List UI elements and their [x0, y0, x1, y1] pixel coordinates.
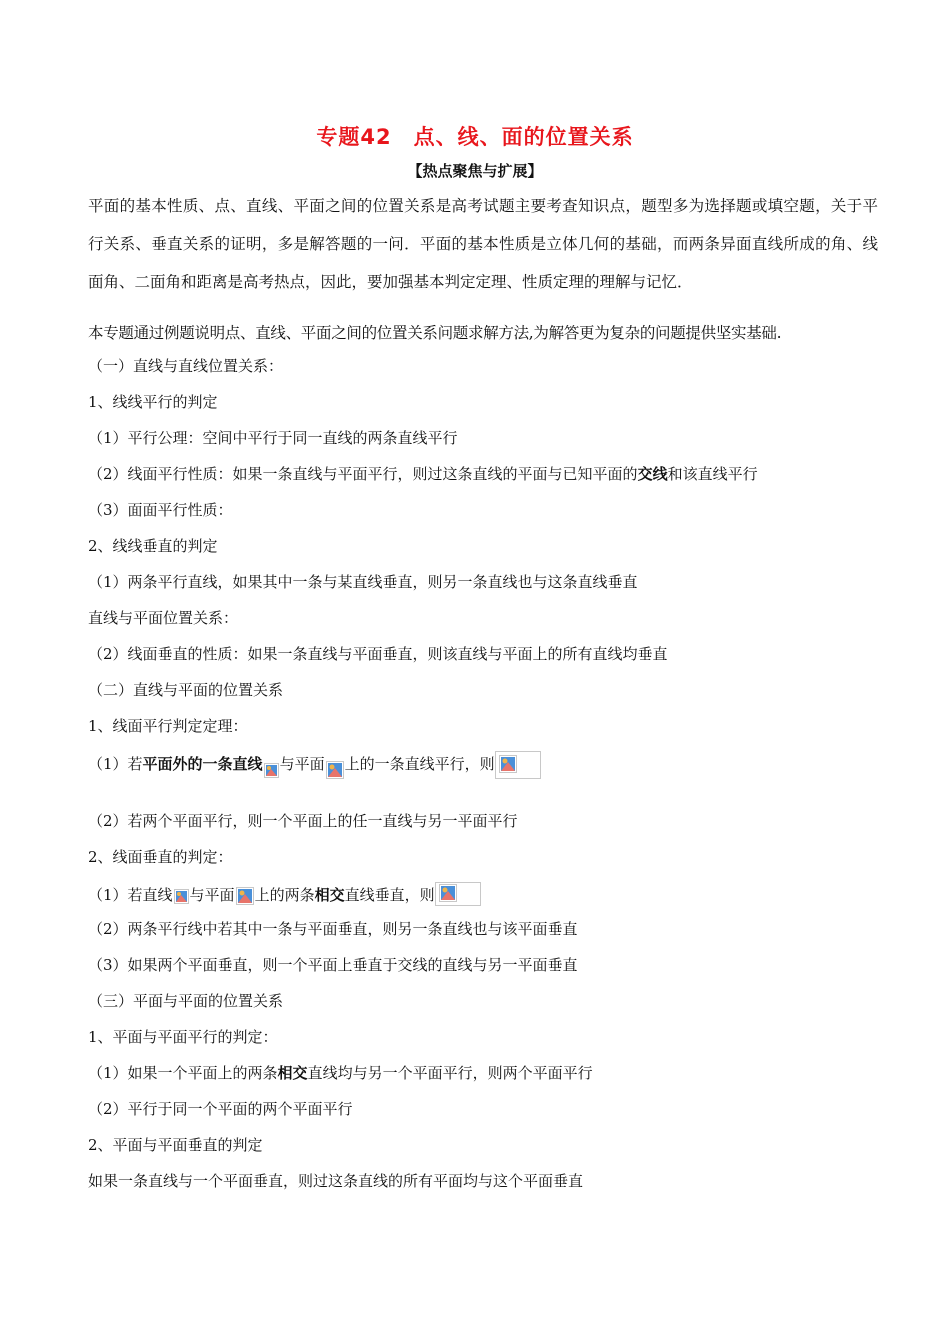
list-item: （2）线面垂直的性质：如果一条直线与平面垂直，则该直线与平面上的所有直线均垂直	[88, 645, 668, 663]
image-placeholder-box	[495, 751, 541, 779]
bold-term: 相交	[314, 886, 345, 904]
text-segment: 上的两条	[254, 886, 315, 904]
broken-image-icon	[439, 884, 457, 902]
section-heading: （三）平面与平面的位置关系	[88, 992, 284, 1010]
text-segment: 上的一条直线平行，则	[344, 755, 495, 773]
note-line: 直线与平面位置关系：	[88, 609, 239, 627]
list-item	[88, 1062, 593, 1084]
list-item	[88, 463, 758, 485]
text-segment: 直线均与另一个平面平行，则两个平面平行	[307, 1064, 593, 1082]
subsection-heading: 1、平面与平面平行的判定：	[88, 1028, 278, 1046]
section-heading: （一）直线与直线位置关系：	[88, 357, 284, 375]
bold-term: 交线	[637, 465, 668, 483]
text-segment: （1）若	[88, 755, 143, 773]
text-segment: （1）如果一个平面上的两条	[88, 1064, 278, 1082]
intro-paragraph-2: 本专题通过例题说明点、直线、平面之间的位置关系问题求解方法,为解答更为复杂的问题提供坚实基础.	[88, 324, 782, 342]
subsection-heading: 2、线面垂直的判定：	[88, 848, 233, 866]
list-item	[88, 882, 481, 906]
broken-image-icon	[236, 887, 254, 905]
subsection-heading: 2、线线垂直的判定	[88, 537, 218, 555]
broken-image-icon	[326, 761, 344, 779]
list-item: （3）如果两个平面垂直，则一个平面上垂直于交线的直线与另一平面垂直	[88, 956, 578, 974]
intro-paragraph: 平面的基本性质、点、直线、平面之间的位置关系是高考试题主要考查知识点，题型多为选择题或填空题，关于平行关系、垂直关系的证明，多是解答题的一问．平面的基本性质是立体几何的基础，而两条异面直线所成的角、线面角、二面角和距离是高考热点，因此，要加强基本判定定理、性质定理的理解与记忆．	[88, 197, 878, 291]
text-segment: （1）若直线	[88, 886, 173, 904]
list-item	[88, 751, 541, 779]
text-segment: 和该直线平行	[667, 465, 758, 483]
list-item: （1）两条平行直线，如果其中一条与某直线垂直，则另一条直线也与这条直线垂直	[88, 573, 638, 591]
broken-image-icon	[499, 755, 517, 773]
subsection-heading: 2、平面与平面垂直的判定	[88, 1136, 263, 1154]
list-item: （1）平行公理：空间中平行于同一直线的两条直线平行	[88, 429, 458, 447]
image-placeholder-box	[435, 882, 481, 906]
broken-image-icon	[174, 889, 189, 904]
list-item: 如果一条直线与一个平面垂直，则过这条直线的所有平面均与这个平面垂直	[88, 1172, 584, 1190]
list-item: （3）面面平行性质：	[88, 501, 233, 519]
bold-term: 相交	[277, 1064, 308, 1082]
text-segment: 直线垂直，则	[344, 886, 435, 904]
list-item: （2）两条平行线中若其中一条与平面垂直，则另一条直线也与该平面垂直	[88, 920, 578, 938]
page-title: 专题42 点、线、面的位置关系	[316, 125, 634, 149]
subsection-heading: 1、线面平行判定定理：	[88, 717, 248, 735]
subsection-heading: 1、线线平行的判定	[88, 393, 218, 411]
list-item: （2）平行于同一个平面的两个平面平行	[88, 1100, 353, 1118]
section-heading: （二）直线与平面的位置关系	[88, 681, 284, 699]
bold-term: 平面外的一条直线	[142, 755, 263, 773]
list-item: （2）若两个平面平行，则一个平面上的任一直线与另一平面平行	[88, 812, 518, 830]
text-segment: 与平面	[279, 755, 325, 773]
broken-image-icon	[264, 763, 279, 778]
page-subtitle: 【热点聚焦与扩展】	[407, 162, 543, 180]
text-segment: 与平面	[189, 886, 235, 904]
text-segment: （2）线面平行性质：如果一条直线与平面平行，则过这条直线的平面与已知平面的	[88, 465, 638, 483]
